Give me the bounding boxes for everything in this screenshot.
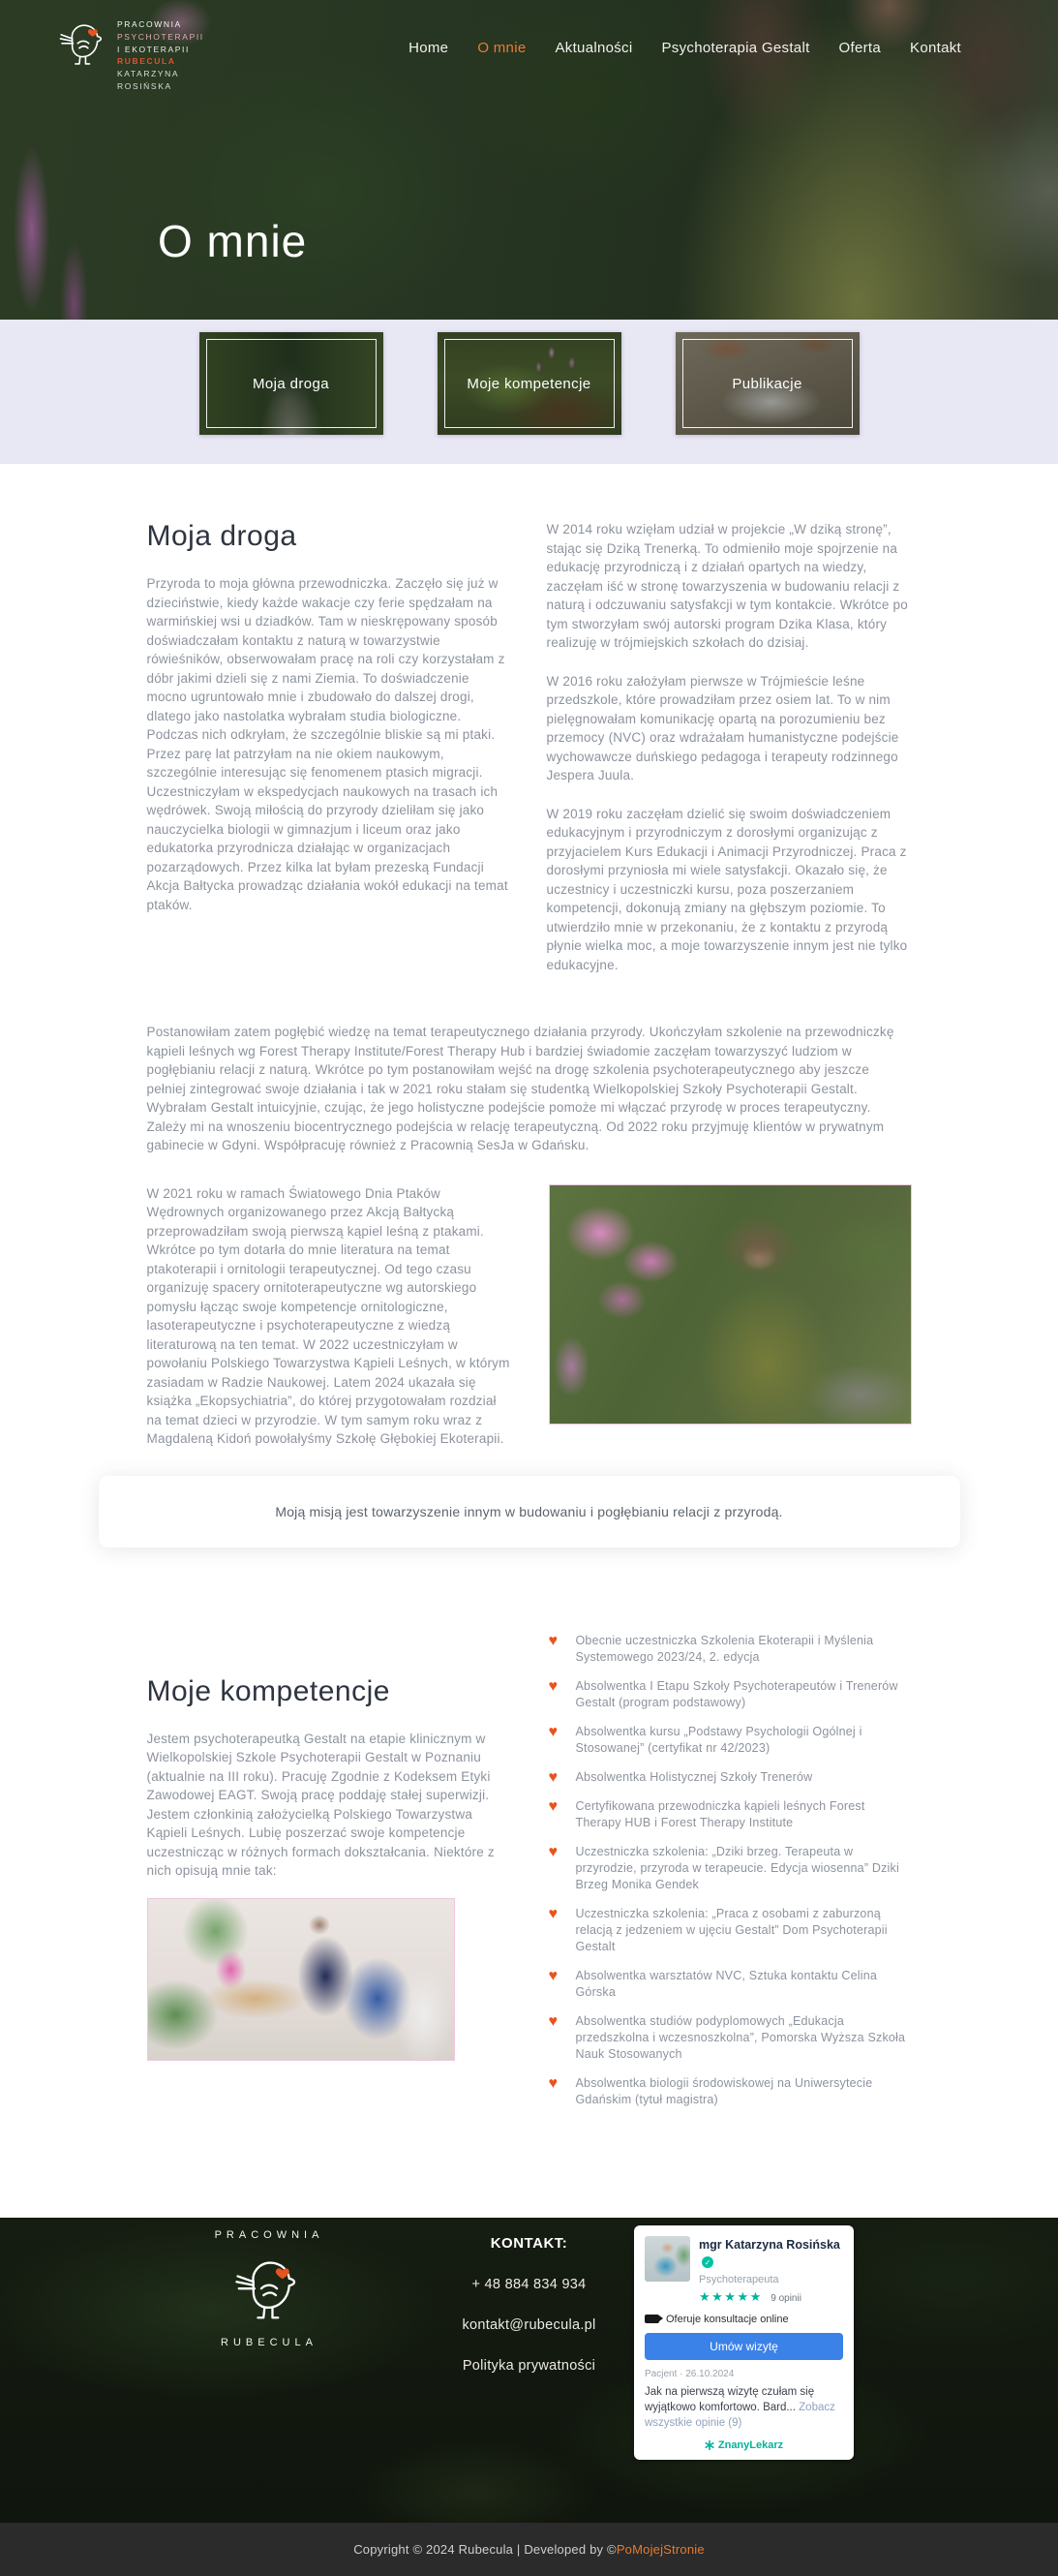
star-rating-icons: ★★★★★ (699, 2288, 763, 2304)
heart-icon: ♥ (548, 1723, 559, 1740)
list-item-text: Absolwentka kursu „Podstawy Psychologii Ogólnej i Stosowanej” (certyfikat nr 42/2023) (575, 1724, 862, 1755)
nav-kontakt[interactable]: Kontakt (910, 40, 961, 56)
znanylekarz-widget (634, 2225, 854, 2460)
phone-link[interactable]: + 48 884 834 934 (471, 2276, 587, 2292)
reviews-count[interactable]: 9 opinii (771, 2292, 801, 2304)
znanylekarz-brand[interactable] (645, 2439, 843, 2451)
heart-icon: ♥ (548, 1843, 559, 1860)
rating-row (699, 2288, 843, 2306)
brand-line: RUBECULA (117, 56, 176, 67)
footer-brand-bottom: RUBECULA (221, 2336, 317, 2348)
moja-droga-right-column (547, 520, 912, 994)
brand-line: KATARZYNA (117, 69, 180, 78)
nav-o-mnie[interactable]: O mnie (477, 40, 527, 56)
mission-statement-box (99, 1476, 960, 1548)
online-consultation-row (645, 2314, 843, 2325)
developer-link[interactable]: PoMojejStronie (616, 2541, 705, 2557)
list-item (547, 1906, 912, 1955)
paragraph-2019: W 2019 roku zaczęłam dzielić się swoim doświadczeniem edukacyjnym i przyrodniczym z dorosłymi organizując z przyjacielem Kurs Edukacji i Animacji Przyrodniczej. Praca z dorosłymi przyniosła mi wiele satysfakcji. Okazało się, że uczestnicy i uczestniczki kursu, poza poszerzaniem kompetencji, dokonują zmiany na głębszym poziomie. To utwierdziło mnie w przekonaniu, że z kontaktu z przyrodą płynie wielka moc, a moje towarzyszenie innym jest nie tylko edukacyjne. (546, 806, 908, 972)
znanylekarz-label: ZnanyLekarz (717, 2438, 784, 2451)
book-visit-button[interactable]: Umów wizytę (645, 2333, 843, 2360)
footer-contact (462, 2235, 595, 2399)
footer-logo (205, 2229, 333, 2348)
heart-icon: ♥ (548, 1677, 559, 1695)
heart-icon: ♥ (548, 1768, 559, 1786)
card-moja-droga[interactable] (199, 332, 383, 435)
copyright-text: Copyright © 2024 Rubecula | Developed by © (353, 2541, 617, 2557)
review-text: Jak na pierwszą wizytę czułam się wyjątkowo komfortowo. Bard... (645, 2385, 815, 2413)
card-moje-kompetencje[interactable] (438, 332, 621, 435)
review-snippet (645, 2384, 843, 2431)
footer-brand-top: PRACOWNIA (214, 2228, 324, 2241)
brand-text (117, 12, 204, 93)
main-nav (408, 40, 961, 56)
nav-oferta[interactable]: Oferta (838, 40, 882, 56)
privacy-policy-link[interactable]: Polityka prywatności (462, 2357, 596, 2374)
nav-home[interactable]: Home (408, 40, 449, 56)
list-item-text: Uczestniczka szkolenia: „Praca z osobami z zaburzoną relacją z jedzeniem w ujęciu Gestalt” Dom Psychoterapii Gestalt (575, 1906, 888, 1953)
heart-icon: ♥ (548, 1967, 559, 1984)
main-content (0, 464, 1058, 2218)
top-bar (0, 0, 1058, 93)
moja-droga-heading: Moja droga (146, 520, 297, 552)
list-item-text: Absolwentka I Etapu Szkoły Psychoterapeutów i Trenerów Gestalt (program podstawowy) (575, 1678, 898, 1709)
widget-header (645, 2236, 843, 2306)
list-item (547, 1678, 912, 1711)
moja-droga-columns (147, 520, 912, 994)
card-label: Moja droga (252, 375, 330, 392)
card-label: Moje kompetencje (467, 375, 591, 392)
list-item-text: Obecnie uczestniczka Szkolenia Ekoterapii i Myślenia Systemowego 2023/24, 2. edycja (575, 1633, 874, 1664)
heart-icon: ♥ (548, 1632, 559, 1649)
heart-icon: ♥ (548, 1905, 559, 1922)
list-item-text: Absolwentka Holistycznej Szkoły Trenerów (575, 1769, 813, 1784)
list-item (547, 2013, 912, 2063)
doctor-role: Psychoterapeuta (699, 2273, 779, 2285)
widget-identity (699, 2236, 843, 2306)
camera-icon (645, 2315, 659, 2323)
verified-icon: ✓ (702, 2256, 713, 2268)
list-item-text: Absolwentka studiów podyplomowych „Edukacja przedszkolna i wczesnoszkolna”, Pomorska Wyższa Szkoła Nauk Stosowanych (575, 2013, 906, 2061)
doctor-name[interactable]: mgr Katarzyna Rosińska (699, 2237, 840, 2252)
copyright-bar (0, 2523, 1058, 2576)
email-link[interactable]: kontakt@rubecula.pl (462, 2316, 596, 2333)
list-item (547, 1724, 912, 1757)
list-item-text: Absolwentka biologii środowiskowej na Uniwersytecie Gdańskim (tytuł magistra) (575, 2075, 873, 2106)
site-logo[interactable] (58, 12, 204, 93)
hero-section (0, 0, 1058, 320)
avatar (645, 2236, 690, 2282)
office-portrait-photo (147, 1898, 455, 2061)
heart-icon: ♥ (548, 2074, 559, 2092)
list-item (547, 2075, 912, 2108)
heart-icon: ♥ (548, 2012, 559, 2030)
nav-aktualnosci[interactable]: Aktualności (555, 40, 633, 56)
list-item (547, 1798, 912, 1831)
brand-line: ROSIŃSKA (117, 80, 172, 91)
bird-logo-icon (58, 12, 108, 74)
brand-line: PRACOWNIA (117, 19, 182, 29)
see-all-reviews-link[interactable]: Zobacz wszystkie opinie (9) (645, 2401, 835, 2429)
list-item (547, 1769, 912, 1786)
bird-therapy-paragraph: W 2021 roku w ramach Światowego Dnia Ptaków Wędrownych organizowanego przez Akcją Bałtycką przeprowadziłam swoją pierwszą kąpiel leśną z ptakami. Wkrótce po tym dotarła do mnie literatura na temat ptakoterapii i ornitologii terapeutycznej. Od tego czasu organizuję spacery ornitoterapeutyczne wg autorskiego pomysłu łącząc swoje kompetencje ornitologiczne, lasoterapeutyczne i psychoterapeutyczne z wiedzą literaturową na ten temat. W 2022 uczestniczyłam w powołaniu Polskiego Towarzystwa Kąpieli Leśnych, w którym zasiadam w Radzie Naukowej. Latem 2024 ukazała się książka „Ekopsychiatria”, do której przygotowałam rozdział na temat dzieci w przyrodzie. W tym samym roku wraz z Magdaleną Kidoń powołałyśmy Szkołę Głębokiej Ekoterapii. (146, 1185, 510, 1446)
bird-therapy-section (147, 1184, 912, 1449)
footer (0, 2218, 1058, 2523)
online-consultation-label: Oferuje konsultacje online (666, 2313, 789, 2325)
paragraph-2016: W 2016 roku założyłam pierwsze w Trójmieście leśne przedszkole, które prowadziłam przez osiem lat. To w nim pielęgnowałam komunikację opartą na porozumieniu bez przemocy (NVC) oraz wdrażałam humanistyczne podejście wychowawcze duńskiego pedagoga i terapeuty rodzinnego Jespera Juula. (546, 673, 899, 782)
brand-line: PSYCHOTERAPII (117, 31, 204, 42)
card-publikacje[interactable] (676, 332, 860, 435)
nav-psychoterapia-gestalt[interactable]: Psychoterapia Gestalt (661, 40, 810, 56)
card-label: Publikacje (732, 375, 802, 392)
list-item (547, 1844, 912, 1893)
brand-line: I EKOTERAPII (117, 44, 190, 54)
kompetencje-intro: Jestem psychoterapeutką Gestalt na etapie klinicznym w Wielkopolskiej Szkole Psychoterapii Gestalt w Poznaniu (aktualnie na III roku). Pracuję Zgodnie z Kodeksem Etyki Zawodowej EAGT. Swoją pracę poddaję stałej superwizji. Jestem członkinią założycielką Polskiego Towarzystwa Kąpieli Leśnych. Lubię poszerzać swoje kompetencje uczestnicząc w różnych formach dokształcania. Niektóre z nich opisują mnie tak: (146, 1731, 495, 1878)
heart-icon: ♥ (548, 1797, 559, 1815)
kompetencje-heading: Moje kompetencje (146, 1674, 390, 1707)
list-item (547, 1633, 912, 1666)
page-title: O mnie (158, 216, 308, 266)
kompetencje-left-column (147, 1633, 512, 2121)
paragraph-2014: W 2014 roku wzięłam udział w projekcie „W dziką stronę”, stając się Dziką Trenerką. To odmieniło moje spojrzenie na edukację przyrodniczą i z działań opartych na wiedzy, zaczęłam iść w stronę towarzyszenia w budowaniu relacji z naturą i odczuwaniu satysfakcji w tym kontakcie. Wkrótce po tym stworzyłam swój autorski program Dzika Klasa, który realizuję w trójmiejskich szkołach do dzisiaj. (546, 522, 908, 650)
asterisk-icon (705, 2440, 714, 2450)
moja-droga-left-column (147, 520, 512, 994)
section-links-strip (0, 320, 1058, 464)
moja-droga-left-paragraph: Przyroda to moja główna przewodniczka. Zaczęło się już w dzieciństwie, kiedy każde wakacje czy ferie spędzałam na warmińskiej wsi u dziadków. Tam w nieskrępowany sposób doświadczałam kontaktu z naturą w towarzystwie rówieśników, obserwowałam pracę na roli czy korzystałam z dóbr jakimi dzieli się z nami Ziemia. To doświadczenie mocno ugruntowało mnie i zbudowało do dalszej drogi, dlatego jako nastolatka wybrałam studia biologiczne. Podczas nich odkryłam, że szczególnie bliskie są mi ptaki. Przez parę lat patrzyłam na nie okiem naukowym, szczególnie interesując się fenomenem ptasich migracji. Uczestniczyłam w ekspedycjach naukowych na trasach ich wędrówek. Swoją miłością do przyrody dzieliłam się jako nauczycielka biologii w gimnazjum i liceum oraz jako edukatorka przyrodnicza działając w organizacjach pozarządowych. Przez kilka lat byłam prezeską Fundacji Akcja Bałtycka prowadząc działania wokół edukacji na temat ptaków. (146, 576, 508, 912)
contact-heading: KONTAKT: (490, 2234, 568, 2252)
therapy-path-paragraph: Postanowiłam zatem pogłębić wiedzę na temat terapeutycznego działania przyrody. Ukończyłam szkolenie na przewodniczkę kąpieli leśnych wg Forest Therapy Institute/Forest Therapy Hub i bardziej świadomie zaczęłam towarzyszyć ludziom w pogłębianiu relacji z naturą. Wkrótce po tym postanowiłam wejść na drogę szkolenia psychoterapeutycznego aby jeszcze pełniej zintegrować swoje działania i tak w 2021 roku stałam się studentką Wielkopolskiej Szkoły Psychoterapii Gestalt. Wybrałam Gestalt intuicyjnie, czując, że jego holistyczne podejście pomoże mi włączać przyrodę w proces terapeutyczny. Zależy mi na wnoszeniu biocentrycznego podejścia w relację terapeutyczną. Od 2022 roku przyjmuję klientów w prywatnym gabinecie w Gdyni. Współpracuję również z Pracownią SesJa w Gdańsku. (146, 1025, 894, 1152)
list-item-text: Uczestniczka szkolenia: „Dziki brzeg. Terapeuta w przyrodzie, przyroda w terapeucie. Edycja wiosenna” Dziki Brzeg Monika Gendek (575, 1844, 899, 1891)
mission-text: Moją misją jest towarzyszenie innym w budowaniu i pogłębianiu relacji z przyrodą. (275, 1503, 783, 1519)
kompetencje-columns (147, 1633, 912, 2121)
list-item-text: Absolwentka warsztatów NVC, Sztuka kontaktu Celina Górska (575, 1968, 878, 1999)
bird-logo-icon (233, 2245, 305, 2330)
review-meta: Pacjent · 26.10.2024 (645, 2368, 735, 2379)
list-item (547, 1968, 912, 2001)
list-item-text: Certyfikowana przewodniczka kąpieli leśnych Forest Therapy HUB i Forest Therapy Institute (575, 1798, 865, 1829)
full-width-paragraph-wrap (147, 1023, 912, 1155)
kompetencje-list (547, 1633, 912, 2121)
garden-portrait-photo (549, 1184, 912, 1425)
